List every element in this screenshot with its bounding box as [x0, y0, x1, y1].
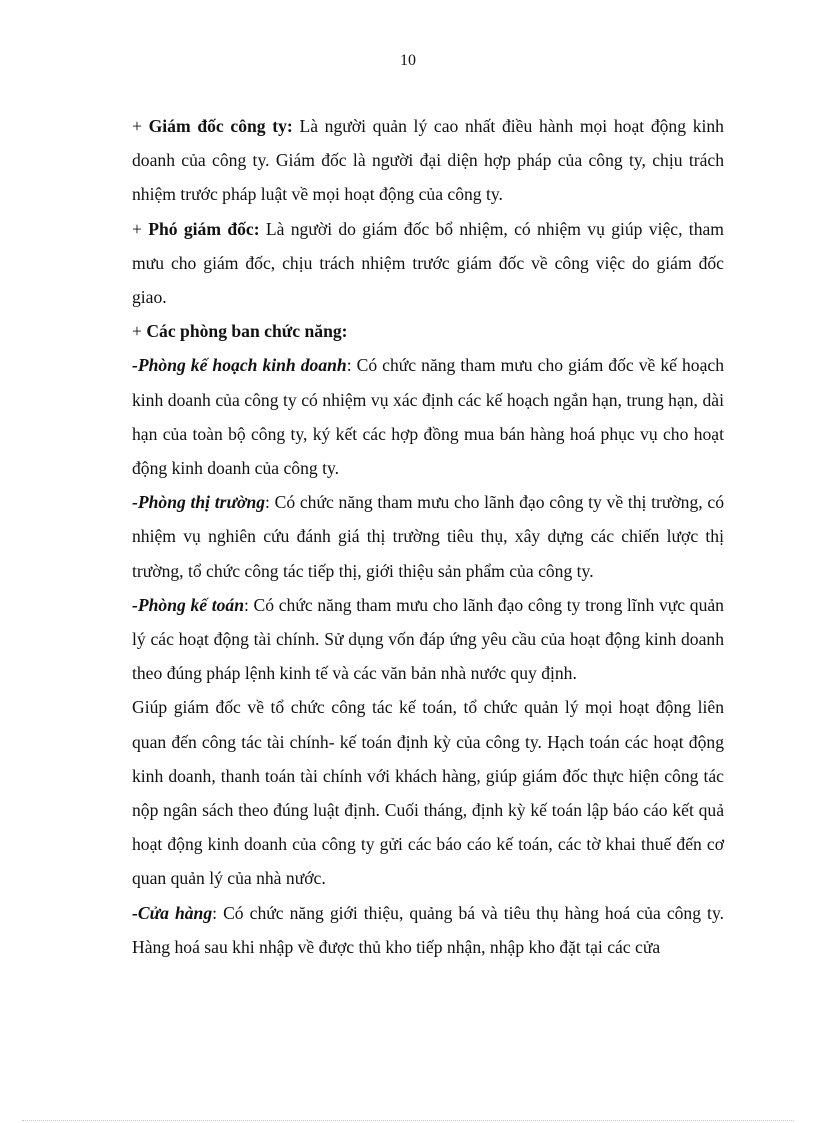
text-market: : Có chức năng tham mưu cho lãnh đạo công ty về thị trường, có nhiệm vụ nghiên cứu đánh giá thị trường tiêu thụ, xây dựng các chiến lược thị trường, tổ chức công tác tiếp thị, giới thiệu sản phẩm của công ty. — [132, 492, 724, 581]
document-body — [132, 109, 724, 964]
paragraph-accounting — [132, 588, 724, 691]
paragraph-vice-director — [132, 212, 724, 315]
paragraph-business-planning — [132, 348, 724, 485]
heading-business-planning: -Phòng kế hoạch kinh doanh — [132, 355, 347, 376]
heading-departments: Các phòng ban chức năng: — [146, 321, 348, 342]
heading-vice-director: Phó giám đốc: — [148, 218, 260, 239]
heading-director: Giám đốc công ty: — [148, 116, 293, 136]
page-number: 10 — [400, 52, 416, 69]
bullet-marker: + — [132, 116, 149, 136]
paragraph-accounting-duties: Giúp giám đốc về tổ chức công tác kế toán, tổ chức quản lý mọi hoạt động liên quan đến công tác tài chính- kế toán định kỳ của công ty. Hạch toán các hoạt động kinh doanh, thanh toán tài chính với khách hàng, giúp giám đốc thực hiện công tác nộp ngân sách theo đúng luật định. Cuối tháng, định kỳ kế toán lập báo cáo kết quả hoạt động kinh doanh của công ty gửi các báo cáo kế toán, các tờ khai thuế đến cơ quan quản lý của nhà nước. — [132, 697, 724, 889]
heading-store: -Cửa hàng — [132, 902, 213, 923]
heading-market: -Phòng thị trường — [132, 492, 266, 513]
paragraph-store — [132, 896, 724, 964]
page-bottom-rule — [22, 1120, 794, 1121]
bullet-marker: + — [132, 321, 147, 342]
text-store: : Có chức năng giới thiệu, quảng bá và tiêu thụ hàng hoá của công ty. Hàng hoá sau khi nhập về được thủ kho tiếp nhận, nhập kho đặt tại các cửa — [132, 902, 724, 957]
bullet-marker: + — [132, 218, 149, 239]
text-business-planning: : Có chức năng tham mưu cho giám đốc về kế hoạch kinh doanh của công ty có nhiệm vụ xác định các kế hoạch ngắn hạn, trung hạn, dài hạn của toàn bộ công ty, ký kết các hợp đồng mua bán hàng hoá phục vụ cho hoạt động kinh doanh của công ty. — [132, 355, 724, 479]
text-director: Là người quản lý cao nhất điều hành mọi hoạt động kinh doanh của công ty. Giám đốc là người đại diện hợp pháp của công ty, chịu trách nhiệm trước pháp luật về mọi hoạt động của công ty. — [132, 116, 724, 205]
paragraph-market — [132, 485, 724, 588]
text-accounting: : Có chức năng tham mưu cho lãnh đạo công ty trong lĩnh vực quản lý các hoạt động tài chính. Sử dụng vốn đáp ứng yêu cầu của hoạt động kinh doanh theo đúng pháp lệnh kinh tế và các văn bản nhà nước quy định. — [132, 594, 724, 684]
paragraph-departments — [132, 314, 724, 348]
text-vice-director: Là người do giám đốc bổ nhiệm, có nhiệm vụ giúp việc, tham mưu cho giám đốc, chịu trách nhiệm trước giám đốc về công việc do giám đốc giao. — [132, 218, 724, 308]
paragraph-director — [132, 109, 724, 212]
heading-accounting: -Phòng kế toán — [132, 594, 244, 615]
